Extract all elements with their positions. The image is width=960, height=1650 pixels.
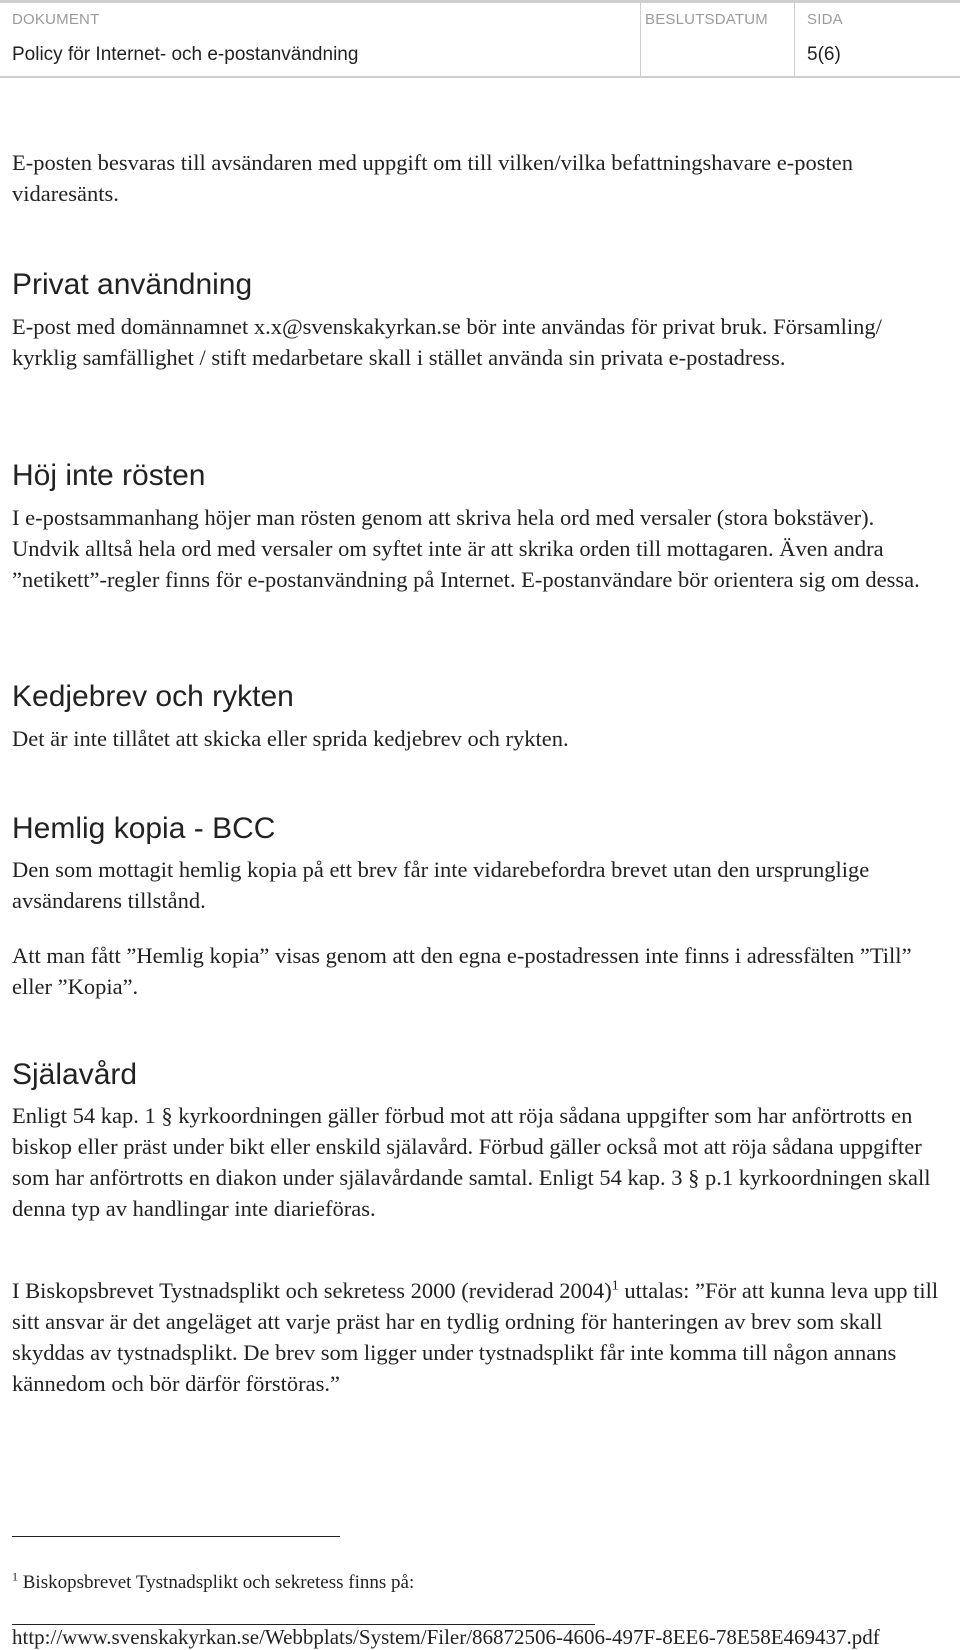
intro-paragraph: E-posten besvaras till avsändaren med uppgift om till vilken/vilka befattningshavare e-posten vidaresänts. [12,150,854,206]
heading-pastoral-care: Själavård [12,1058,138,1091]
heading-bcc: Hemlig kopia - BCC [12,812,276,845]
heading-chain-letters: Kedjebrev och rykten [12,680,294,713]
header-page-label: SIDA [807,11,843,28]
footnote-reference: 1 [611,1278,619,1294]
header-date-label: BESLUTSDATUM [645,11,768,28]
footnote [12,1569,415,1594]
header-document-title: Policy för Internet- och e-postanvändning [12,44,359,65]
heading-private-use: Privat användning [12,268,253,301]
header-document-label: DOKUMENT [12,11,100,28]
pastoral-care-paragraph-2 [12,1275,947,1399]
pastoral-care-text-end: uttalas: ”För att kunna leva upp till sitt ansvar är det angeläget att varje präst har en tydlig ordning för hanteringen av brev som skall skyddas av tystnadsplikt. De brev som ligger under tystnadsplikt får inte komma till någon annans kännedom och bör därför förstöras.” [12,1278,939,1396]
raise-voice-paragraph: I e-postsammanhang höjer man rösten genom att skriva hela ord med versaler (stora bokstäver). Undvik alltså hela ord med versaler om syftet inte är att skrika orden till mottagaren. Även andra ”netikett”-regler finns för e-postanvändning på Internet. E-postanvändare bör orientera sig om dessa. [12,505,920,592]
pastoral-care-paragraph-1: Enligt 54 kap. 1 § kyrkoordningen gäller förbud mot att röja sådana uppgifter som har anförtrotts en biskop eller präst under bikt eller enskild själavård. Förbud gäller också mot att röja sådana uppgifter som har anförtrotts en diakon under själavårdande samtal. Enligt 54 kap. 3 § p.1 kyrkoordningen skall denna typ av handlingar inte diarieföras. [12,1103,931,1221]
bcc-paragraph-1: Den som mottagit hemlig kopia på ett brev får inte vidarebefordra brevet utan den ursprunglige avsändarens tillstånd. [12,857,870,913]
header-document-cell [0,3,641,76]
header-page-number: 5(6) [807,44,841,65]
private-use-paragraph: E-post med domännamnet x.x@svenskakyrkan.se bör inte användas för privat bruk. Församling/ kyrklig samfällighet / stift medarbetare skall i stället använda sin privata e-postadress. [12,314,882,370]
footnote-url-link[interactable]: http://www.svenskakyrkan.se/Webbplats/System/Filer/86872506-4606-497F-8EE6-78E58E469437.pdf [12,1625,880,1649]
footnote-separator [12,1536,340,1537]
pastoral-care-text-start: I Biskopsbrevet Tystnadsplikt och sekretess 2000 (reviderad 2004) [12,1278,612,1303]
heading-raise-voice: Höj inte rösten [12,459,206,492]
document-header [0,0,960,78]
chain-letters-paragraph: Det är inte tillåtet att skicka eller sprida kedjebrev och rykten. [12,726,569,751]
header-date-cell [641,3,795,76]
footnote-marker: 1 [12,1569,18,1584]
bcc-paragraph-2: Att man fått ”Hemlig kopia” visas genom att den egna e-postadressen inte finns i adressfälten ”Till” eller ”Kopia”. [12,943,912,999]
footnote-text: Biskopsbrevet Tystnadsplikt och sekretess finns på: [18,1572,415,1593]
header-page-cell [795,3,960,76]
